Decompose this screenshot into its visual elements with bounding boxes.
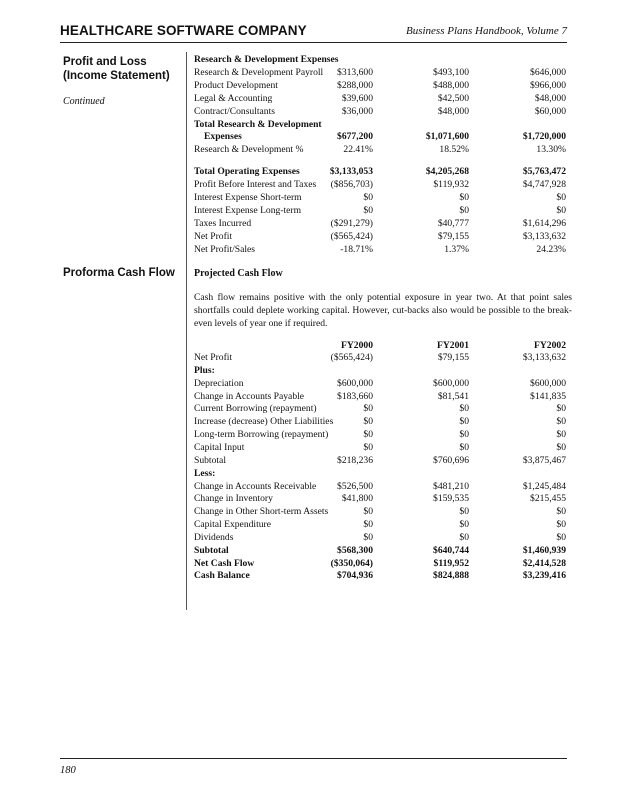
row-value-3: $0 — [556, 192, 566, 203]
row-value-2: $0 — [459, 192, 469, 203]
table-row — [194, 166, 569, 179]
row-value-2: $0 — [459, 531, 469, 543]
row-value-3: $0 — [556, 441, 566, 453]
row-label: Profit Before Interest and Taxes — [194, 179, 317, 191]
row-label: Net Profit/Sales — [194, 243, 256, 255]
row-value-3: $4,747,928 — [522, 179, 566, 191]
table-row — [194, 205, 569, 218]
row-value-2: $0 — [459, 441, 469, 453]
row-value-2: $1,071,600 — [425, 131, 469, 143]
row-value-2: $40,777 — [437, 217, 469, 229]
row-value-1: ($291,279) — [330, 217, 373, 229]
row-value-1: $41,800 — [341, 493, 373, 505]
table-row — [194, 493, 569, 506]
table-row — [194, 558, 569, 571]
row-label: Dividends — [194, 531, 234, 543]
row-value-3: $60,000 — [534, 105, 566, 117]
row-value-3: $1,614,296 — [522, 217, 566, 229]
row-value-1: $0 — [363, 403, 373, 415]
row-value-2: $48,000 — [437, 105, 469, 117]
row-value-1: $0 — [363, 506, 373, 518]
row-value-3: $0 — [556, 519, 566, 531]
row-value-3: $1,245,484 — [522, 480, 566, 492]
cash-flow-year-header — [194, 340, 569, 353]
row-label: Total Operating Expenses — [194, 166, 300, 178]
table-row — [194, 244, 569, 257]
row-value-2: $600,000 — [433, 377, 469, 389]
table-row — [194, 391, 569, 404]
table-row — [194, 403, 569, 416]
row-value-2: $119,952 — [433, 557, 469, 569]
table-row — [194, 378, 569, 391]
row-value-3: $3,239,416 — [522, 570, 566, 582]
row-label: Increase (decrease) Other Liabilities — [194, 416, 334, 428]
row-label: Subtotal — [194, 454, 226, 466]
row-label: Capital Input — [194, 441, 245, 453]
row-value-1: $3,133,053 — [329, 166, 373, 178]
row-value-3: $0 — [556, 403, 566, 415]
row-label: Net Profit — [194, 230, 233, 242]
cash-flow-section-title: Proforma Cash Flow — [63, 267, 175, 279]
row-label: Change in Accounts Payable — [194, 390, 305, 402]
row-value-1: $677,200 — [337, 131, 373, 143]
row-value-2: $159,535 — [433, 493, 469, 505]
row-label: Legal & Accounting — [194, 92, 273, 104]
row-label: Less: — [194, 467, 216, 479]
row-label: Plus: — [194, 364, 215, 376]
row-label: Research & Development Payroll — [194, 66, 324, 78]
row-value-2: $79,155 — [437, 230, 469, 242]
row-value-2: $481,210 — [433, 480, 469, 492]
row-value-1: $0 — [363, 204, 373, 216]
row-value-1: $183,660 — [337, 390, 373, 402]
row-label: Product Development — [194, 79, 278, 91]
row-label: Capital Expenditure — [194, 519, 271, 531]
year-header-3: FY2002 — [534, 340, 566, 351]
row-value-1: $288,000 — [337, 79, 373, 91]
row-value-1: $0 — [363, 531, 373, 543]
row-value-3: $48,000 — [534, 92, 566, 104]
row-value-3: $0 — [556, 416, 566, 428]
row-value-1: ($350,064) — [330, 557, 373, 569]
table-row — [194, 532, 569, 545]
row-value-1: -18.71% — [340, 243, 373, 255]
table-row — [194, 442, 569, 455]
table-row — [194, 106, 569, 119]
cash-flow-paragraph: Cash flow remains positive with the only potential exposure in year two. At that point sales shortfalls could deplete working capital. However, cut-backs also would be possible to the break-even levels of year one if required. — [194, 292, 572, 329]
table-row — [194, 218, 569, 231]
running-header-book-title: Business Plans Handbook, Volume 7 — [405, 25, 567, 37]
row-label: Taxes Incurred — [194, 217, 252, 229]
row-value-1: $36,000 — [341, 105, 373, 117]
column-divider — [186, 52, 187, 610]
row-value-3: $646,000 — [530, 66, 566, 78]
row-value-1: $704,936 — [337, 570, 373, 582]
row-value-2: $0 — [459, 429, 469, 441]
table-row — [194, 545, 569, 558]
row-value-2: $0 — [459, 416, 469, 428]
table-row — [194, 481, 569, 494]
row-label: Subtotal — [194, 544, 229, 556]
row-label: Contract/Consultants — [194, 105, 276, 117]
row-value-2: $0 — [459, 519, 469, 531]
row-value-3: $141,835 — [530, 390, 566, 402]
row-value-3: $1,460,939 — [522, 544, 566, 556]
row-value-1: 22.41% — [343, 144, 373, 156]
row-value-2: $493,100 — [433, 66, 469, 78]
table-row — [194, 54, 569, 67]
row-value-3: $966,000 — [530, 79, 566, 91]
row-value-2: $488,000 — [433, 79, 469, 91]
row-value-3: $215,455 — [530, 493, 566, 505]
row-value-1: $0 — [363, 192, 373, 203]
row-value-3: $0 — [556, 429, 566, 441]
table-row — [194, 144, 569, 157]
row-label: Interest Expense Short-term — [194, 192, 302, 203]
row-label: Research & Development % — [194, 144, 304, 156]
table-row — [194, 429, 569, 442]
row-label: Total Research & Development — [194, 118, 322, 130]
row-label: Change in Inventory — [194, 493, 273, 505]
row-value-3: $3,875,467 — [522, 454, 566, 466]
row-value-2: 1.37% — [444, 243, 469, 255]
cash-flow-table-title: Projected Cash Flow — [194, 268, 283, 279]
row-value-3: 24.23% — [536, 243, 566, 255]
row-value-1: $0 — [363, 429, 373, 441]
pnl-title-line-2: (Income Statement) — [63, 70, 170, 82]
pnl-title-line-1: Profit and Loss — [63, 56, 147, 68]
row-value-3: $3,133,632 — [522, 352, 566, 363]
continued-label: Continued — [63, 96, 105, 107]
row-value-1: $526,500 — [337, 480, 373, 492]
table-row — [194, 468, 569, 481]
table-row — [194, 179, 569, 192]
table-row — [194, 365, 569, 378]
table-row — [194, 506, 569, 519]
row-value-1: ($856,703) — [330, 179, 373, 191]
row-value-2: $119,932 — [433, 179, 469, 191]
row-label: Long-term Borrowing (repayment) — [194, 429, 329, 441]
table-row — [194, 80, 569, 93]
table-row — [194, 416, 569, 429]
row-value-3: $3,133,632 — [522, 230, 566, 242]
row-value-3: $0 — [556, 531, 566, 543]
row-value-2: $4,205,268 — [425, 166, 469, 178]
row-value-1: $0 — [363, 441, 373, 453]
row-value-2: $79,155 — [437, 352, 469, 363]
row-label: Depreciation — [194, 377, 244, 389]
row-value-2: $0 — [459, 403, 469, 415]
row-value-2: $640,744 — [433, 544, 469, 556]
row-value-1: $0 — [363, 519, 373, 531]
row-value-1: $568,300 — [337, 544, 373, 556]
row-label: Change in Other Short-term Assets — [194, 506, 329, 518]
row-value-2: 18.52% — [439, 144, 469, 156]
table-row — [194, 192, 569, 205]
row-label: Interest Expense Long-term — [194, 204, 302, 216]
row-value-1: $0 — [363, 416, 373, 428]
table-row — [194, 231, 569, 244]
row-value-3: $2,414,528 — [522, 557, 566, 569]
row-value-3: 13.30% — [536, 144, 566, 156]
row-label: Research & Development Expenses — [194, 54, 339, 65]
table-row — [194, 119, 569, 132]
pnl-section-title — [63, 55, 170, 83]
row-value-1: $39,600 — [341, 92, 373, 104]
row-value-1: $218,236 — [337, 454, 373, 466]
row-label: Net Profit — [194, 352, 233, 363]
row-value-2: $0 — [459, 204, 469, 216]
row-value-1: $600,000 — [337, 377, 373, 389]
row-label: Cash Balance — [194, 570, 250, 582]
row-value-3: $1,720,000 — [522, 131, 566, 143]
row-value-3: $0 — [556, 506, 566, 518]
table-row — [194, 93, 569, 106]
row-label: Change in Accounts Receivable — [194, 480, 317, 492]
row-value-3: $600,000 — [530, 377, 566, 389]
running-header-company: HEALTHCARE SOFTWARE COMPANY — [60, 23, 307, 38]
row-value-3: $0 — [556, 204, 566, 216]
row-value-1: ($565,424) — [330, 230, 373, 242]
footer-rule — [60, 758, 567, 759]
table-row — [194, 131, 569, 144]
page-number: 180 — [60, 765, 76, 776]
year-header-1: FY2000 — [341, 340, 373, 351]
year-header-2: FY2001 — [437, 340, 469, 351]
row-label: Expenses — [204, 131, 242, 143]
row-value-2: $0 — [459, 506, 469, 518]
row-value-3: $5,763,472 — [522, 166, 566, 178]
table-row — [194, 570, 569, 583]
row-value-2: $42,500 — [437, 92, 469, 104]
row-value-2: $824,888 — [433, 570, 469, 582]
table-row — [194, 67, 569, 80]
table-row — [194, 455, 569, 468]
row-value-1: ($565,424) — [330, 352, 373, 363]
row-value-2: $81,541 — [437, 390, 469, 402]
row-label: Current Borrowing (repayment) — [194, 403, 317, 415]
header-rule — [60, 42, 567, 43]
row-value-1: $313,600 — [337, 66, 373, 78]
row-value-2: $760,696 — [433, 454, 469, 466]
row-label: Net Cash Flow — [194, 557, 255, 569]
table-row — [194, 352, 569, 365]
table-row — [194, 519, 569, 532]
